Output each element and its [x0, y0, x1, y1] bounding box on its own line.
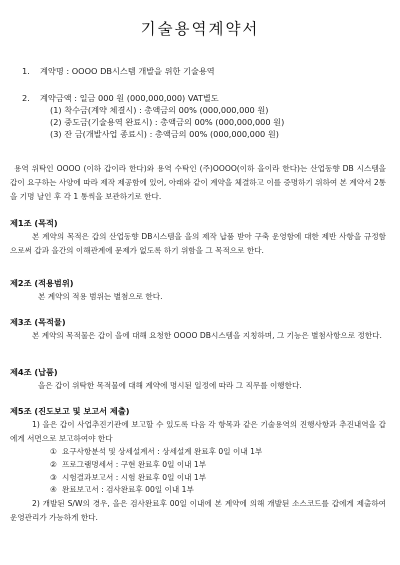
report-item: ④ 완료보고서 : 검사완료후 00일 이내 1부: [50, 485, 194, 495]
article-body: 1) 을은 갑이 사업추진기관에 보고할 수 있도록 다음 각 항목과 같은 기술용역의 진행사항과 추진내역을 갑에게 서면으로 보고하여야 한다: [10, 420, 386, 444]
report-item: ③ 시험결과보고서 : 시험 완료후 0일 이내 1부: [50, 472, 207, 482]
article-3: [10, 316, 386, 343]
item-number: 2.: [22, 93, 30, 103]
article-5: [10, 405, 386, 525]
document-title: 기술용역계약서: [140, 20, 260, 38]
article-heading: 제4조 (납품): [10, 367, 58, 377]
article-body: 본 계약의 적용 범위는 별첨으로 한다.: [38, 292, 163, 301]
report-item: ① 요구사항분석 및 상세설계서 : 상세설계 완료후 0일 이내 1부: [50, 447, 263, 457]
article-heading: 제1조 (목적): [10, 218, 58, 228]
article-body: 본 계약의 목적은 갑의 산업동향 DB시스템을 을의 제작 납품 받아 구축 운영함에 대한 제반 사항을 규정함으로써 갑과 을간의 이해관계에 문제가 없도록 하기 위함을 그 목적으로 한다.: [10, 232, 386, 256]
article-heading: 제5조 (진도보고 및 보고서 제출): [10, 406, 130, 416]
contract-amount-item: [22, 92, 284, 140]
intro-paragraph: 용역 위탁인 OOOO (이하 갑이라 한다)와 용역 수탁인 (주)OOOO(이하 을이라 한다)는 산업동향 DB 시스템을 갑이 요구하는 사양에 따라 제작 제공함에 있어, 아래와 같이 계약을 체결하고 이를 증명하기 위하여 본 계약서 2통을 기명 날인 후 각 1 통씩을 보관하기로 한다.: [10, 164, 386, 202]
payment-balance: (3) 잔 금(개발사업 종료시) : 총액금의 00% (000,000,000 원): [50, 129, 279, 139]
payment-interim: (2) 중도금(기술용역 완료시) : 총액금의 00% (000,000,000 원): [50, 117, 285, 127]
article-4: [10, 366, 386, 393]
article-2: [10, 277, 386, 304]
article-body-2: 2) 개발된 S/W의 경우, 을은 검사완료후 00일 이내에 본 계약에 의해 개발된 소스코드를 갑에게 제출하여 운영관리가 가능하게 한다.: [10, 498, 386, 522]
contract-amount-text: 계약금액 : 일금 000 원 (000,000,000) VAT별도: [40, 93, 219, 103]
article-heading: 제2조 (적용범위): [10, 278, 74, 288]
article-body: 본 계약의 목적물은 갑이 을에 대해 요청한 OOOO DB시스템을 지칭하며, 그 기능은 별첨사항으로 정한다.: [32, 331, 382, 340]
payment-down-payment: (1) 착수금(계약 체결시) : 총액금의 00% (000,000,000 원): [50, 105, 269, 115]
contract-name-text: 계약명 : OOOO DB시스템 개발을 위한 기술용역: [40, 66, 215, 76]
contract-name-item: [22, 65, 215, 77]
report-item: ② 프로그램명세서 : 구현 완료후 0일 이내 1부: [50, 460, 207, 469]
article-1: [10, 217, 386, 258]
item-number: 1.: [22, 66, 30, 76]
article-heading: 제3조 (목적물): [10, 317, 66, 327]
article-body: 을은 갑이 위탁한 목적물에 대해 계약에 명시된 일정에 따라 그 직무를 이행한다.: [38, 381, 302, 390]
